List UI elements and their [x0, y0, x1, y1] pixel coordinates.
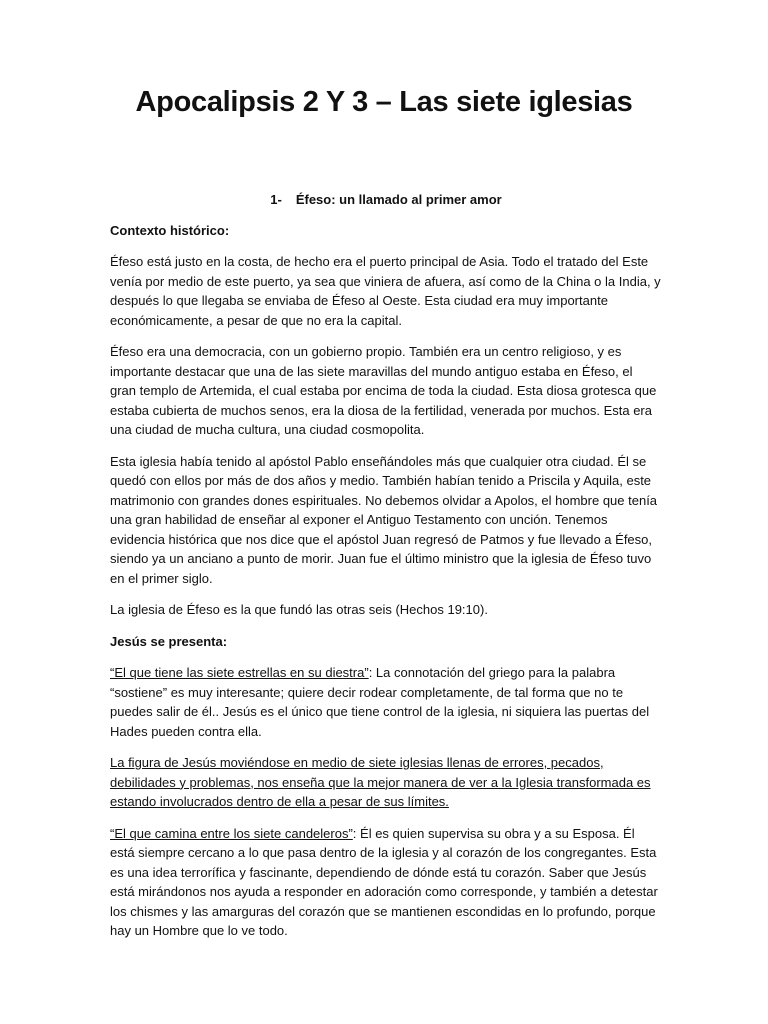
quote-stars: “El que tiene las siete estrellas en su diestra”	[110, 665, 369, 680]
context-paragraph-3: Esta iglesia había tenido al apóstol Pablo enseñándoles más que cualquier otra ciudad. Él se quedó con ellos por más de dos años y medio. También habían tenido a Priscila y Aquila, este matrimonio con grandes dones espirituales. No debemos olvidar a Apolos, el hombre que tenía una gran habilidad de enseñar al exponer el Antiguo Testamento con unción. Tenemos evidencia histórica que nos dice que el apóstol Juan regresó de Patmos y fue llevado a Éfeso, siendo ya un anciano a punto de morir. Juan fue el último ministro que la iglesia de Éfeso tuvo en el primer siglo.	[110, 453, 658, 586]
context-paragraph-2: Éfeso era una democracia, con un gobierno propio. También era un centro religioso, y es importante destacar que una de las siete maravillas del mundo antiguo estaba en Éfeso, el gran templo de Artemida, el cual estaba por encima de toda la ciudad. Esta diosa grotesca que estaba cubierta de muchos senos, era la diosa de la fertilidad, venerada por muchos. Esta era una ciudad de mucha cultura, una ciudad cosmopolita.	[110, 344, 657, 437]
jesus-paragraph-1-text: : La connotación del griego para la palabra “sostiene” es muy interesante; quiere decir rodear completamente, de tal forma que no te puedes salir de él.. Jesús es el único que tiene control de la iglesia, ni siquiera las puertas del Hades pueden contra ella.	[110, 665, 650, 739]
document-title: Apocalipsis 2 Y 3 – Las siete iglesias	[135, 86, 633, 118]
section-heading	[110, 190, 662, 210]
jesus-paragraph-3-text: : Él es quien supervisa su obra y a su Esposa. Él está siempre cercano a lo que pasa dentro de la iglesia y al corazón de los congregantes. Esta es una idea terrorífica y fascinante, dependiendo de dónde está tu corazón. Saber que Jesús está mirándonos nos ayuda a responder en adoración como corresponde, y también a detestar los chismes y las amarguras del corazón que se mantienen escondidas en lo profundo, porque hay un Hombre que lo ve todo.	[110, 825, 658, 938]
quote-candlesticks: “El que camina entre los siete candeleros”	[110, 825, 353, 841]
jesus-paragraph-1	[110, 663, 662, 741]
context-paragraph-4: La iglesia de Éfeso es la que fundó las otras seis (Hechos 19:10).	[110, 602, 488, 617]
jesus-paragraph-3	[110, 824, 662, 941]
document-body	[110, 190, 662, 953]
section-title: Éfeso: un llamado al primer amor	[295, 192, 502, 207]
jesus-heading: Jesús se presenta:	[110, 633, 228, 649]
section-number: 1-	[270, 192, 282, 207]
jesus-paragraph-2: La figura de Jesús moviéndose en medio de siete iglesias llenas de errores, pecados, debilidades y problemas, nos enseña que la mejor manera de ver a la Iglesia transformada es estando involucrados dentro de ella a pesar de sus límites.	[110, 755, 651, 809]
context-heading: Contexto histórico:	[110, 222, 230, 238]
context-paragraph-1: Éfeso está justo en la costa, de hecho era el puerto principal de Asia. Todo el tratado del Este venía por medio de este puerto, ya sea que viniera de afuera, así como de la China o la India, y después lo que llegaba se enviaba de Éfeso al Oeste. Esta ciudad era muy importante económicamente, a pesar de que no era la capital.	[110, 254, 661, 328]
